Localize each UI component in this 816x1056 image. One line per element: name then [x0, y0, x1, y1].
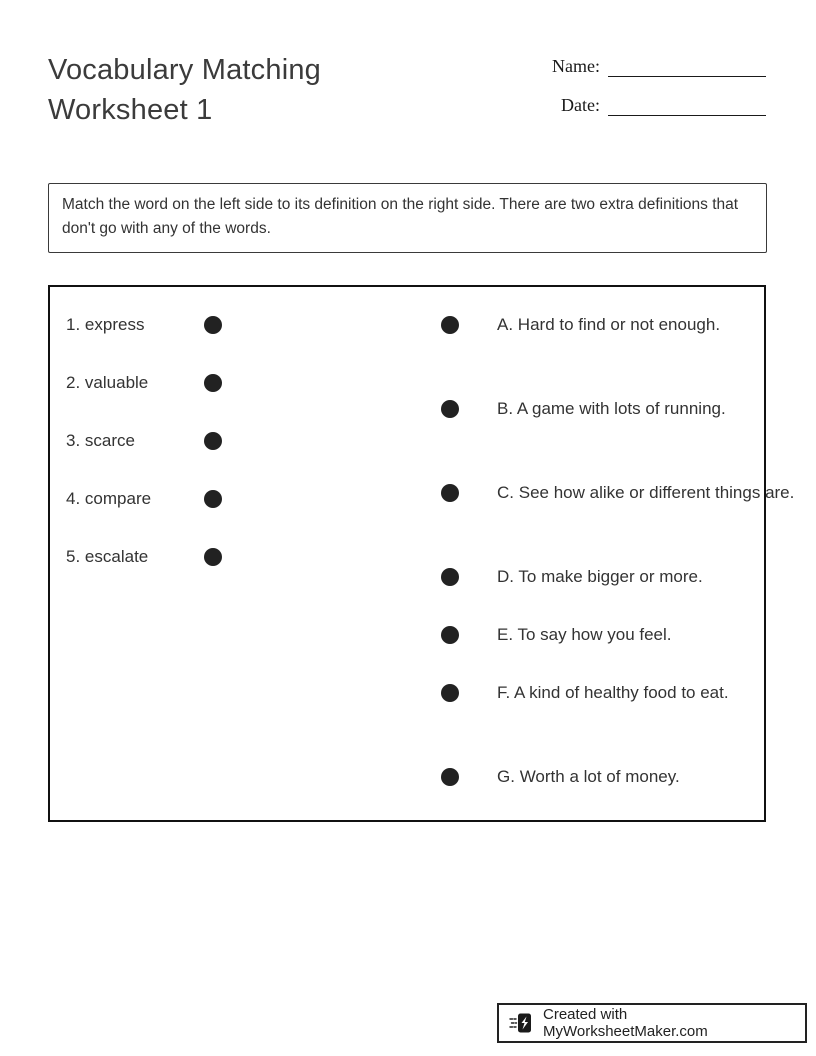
date-field-row — [540, 90, 766, 116]
definition-text: See how alike or different things are. — [518, 483, 795, 502]
name-writing-line — [608, 52, 766, 77]
word-number: 5. — [66, 547, 81, 566]
word-text: escalate — [84, 547, 149, 566]
word-text: compare — [84, 489, 152, 508]
definition-row — [50, 679, 764, 707]
definition-letter: C. — [497, 483, 514, 502]
matching-box — [48, 285, 795, 822]
match-dot-def-c — [441, 484, 459, 502]
definition-label — [497, 395, 816, 423]
definition-label — [497, 479, 816, 507]
definition-text: To make bigger or more. — [518, 567, 703, 586]
name-date-block — [540, 51, 766, 129]
credit-badge — [497, 1003, 807, 1043]
word-text: express — [84, 315, 145, 334]
definition-letter: B. — [497, 399, 514, 418]
word-number: 4. — [66, 489, 81, 508]
match-dot-def-e — [441, 626, 459, 644]
name-label: Name: — [552, 56, 600, 76]
definition-row — [50, 311, 764, 339]
word-number: 1. — [66, 315, 81, 334]
match-dot-def-a — [441, 316, 459, 334]
definition-text: A game with lots of running. — [516, 399, 726, 418]
word-text: scarce — [84, 431, 135, 450]
match-dot-def-g — [441, 768, 459, 786]
definition-label — [497, 311, 816, 339]
definition-text: Worth a lot of money. — [519, 767, 680, 786]
definition-row — [50, 621, 764, 649]
definition-letter: E. — [497, 625, 514, 644]
instructions-box: Match the word on the left side to its definition on the right side. There are two extra definitions that don't go with any of the words. — [48, 183, 767, 253]
definition-label — [497, 621, 816, 649]
match-dot-def-b — [441, 400, 459, 418]
date-label: Date: — [561, 95, 600, 115]
match-dot-word-3 — [204, 432, 222, 450]
definition-label — [497, 679, 816, 707]
definition-text: To say how you feel. — [517, 625, 672, 644]
definition-letter: F. — [497, 683, 511, 702]
match-dot-def-d — [441, 568, 459, 586]
word-label — [66, 369, 148, 397]
word-text: valuable — [84, 373, 149, 392]
definition-label — [497, 563, 816, 591]
word-number: 3. — [66, 431, 81, 450]
definition-row — [50, 479, 795, 507]
definition-letter: A. — [497, 315, 514, 334]
credit-text: Created with MyWorksheetMaker.com — [543, 1006, 708, 1040]
definition-row — [50, 563, 764, 591]
definition-letter: D. — [497, 567, 514, 586]
word-label — [66, 427, 135, 455]
definition-row — [50, 395, 764, 423]
date-writing-line — [608, 91, 766, 116]
definition-label — [497, 763, 816, 791]
definition-text: A kind of healthy food to eat. — [514, 683, 729, 702]
word-row — [50, 427, 764, 455]
match-dot-word-2 — [204, 374, 222, 392]
definition-letter: G. — [497, 767, 515, 786]
definition-text: Hard to find or not enough. — [517, 315, 721, 334]
name-field-row — [540, 51, 766, 77]
definition-row — [50, 763, 764, 791]
worksheet-maker-logo-icon — [509, 1010, 535, 1036]
word-row — [50, 369, 764, 397]
word-number: 2. — [66, 373, 81, 392]
page-title: Vocabulary Matching Worksheet 1 — [48, 54, 322, 126]
match-dot-def-f — [441, 684, 459, 702]
